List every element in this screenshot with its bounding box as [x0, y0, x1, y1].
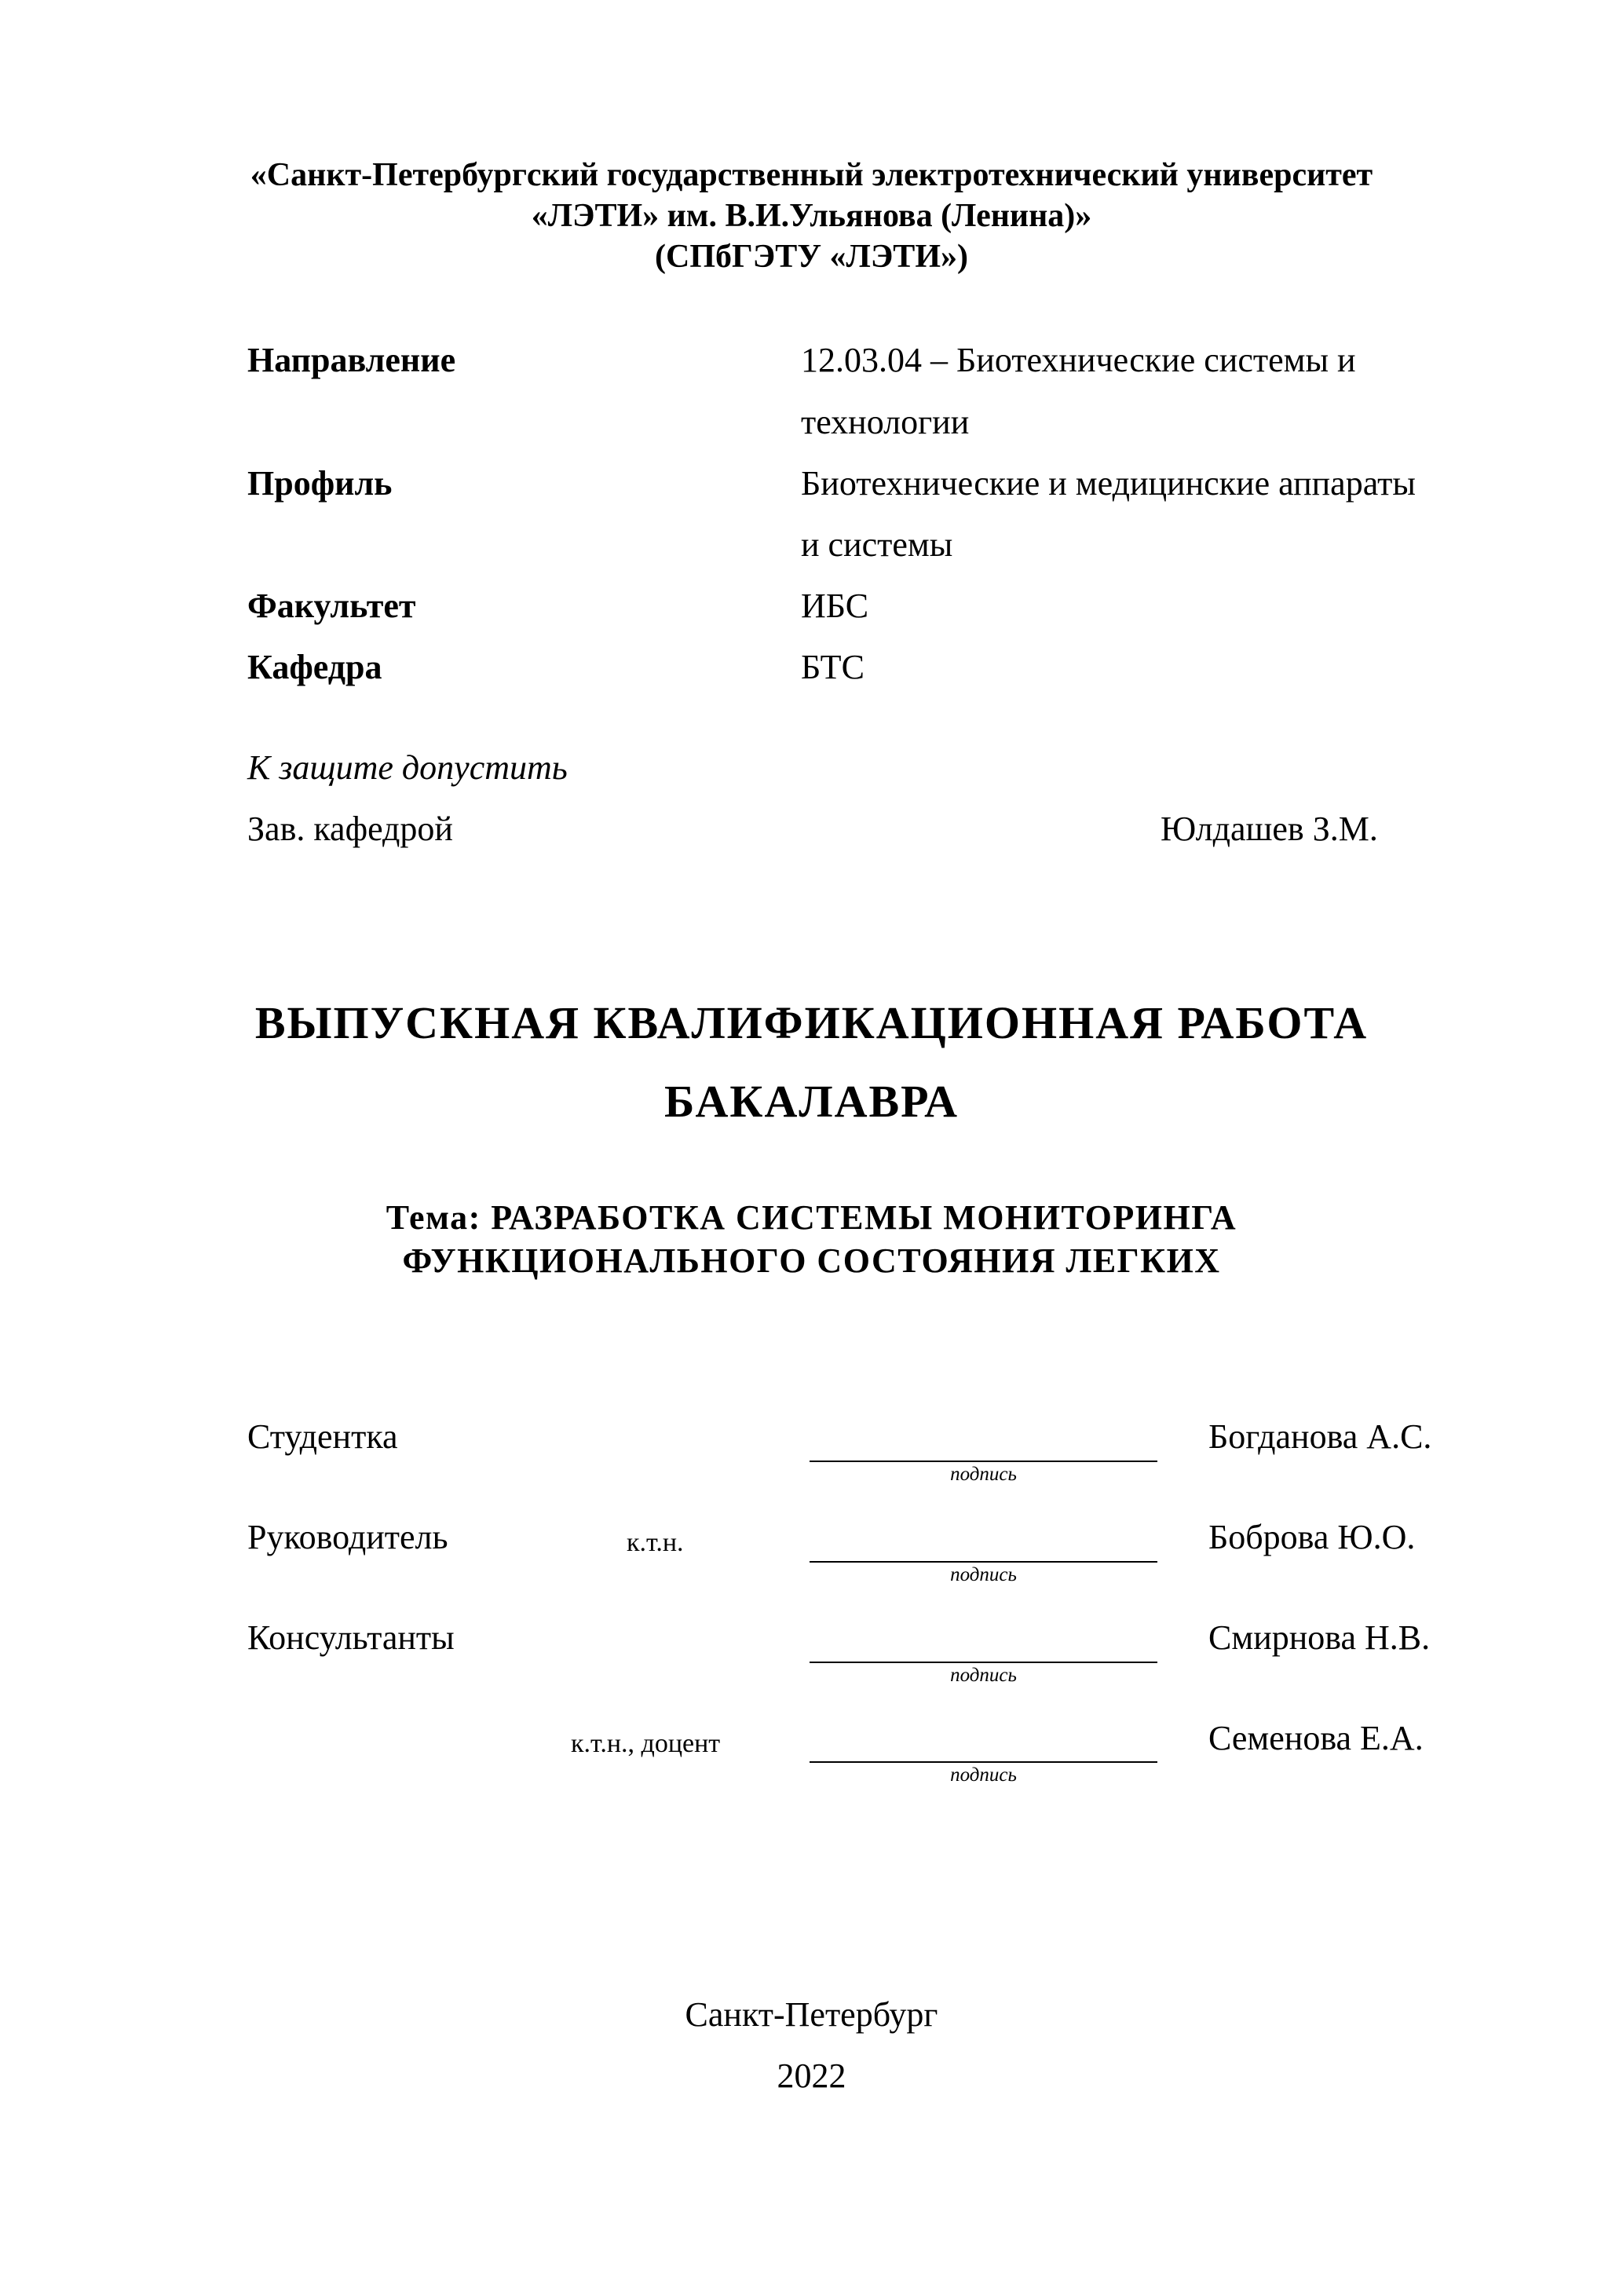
student-role: Студентка: [247, 1417, 398, 1456]
consultant2-signature-line: [810, 1761, 1157, 1763]
supervisor-signature-caption: подпись: [950, 1564, 1017, 1585]
topic-line2: ФУНКЦИОНАЛЬНОГО СОСТОЯНИЯ ЛЕГКИХ: [402, 1241, 1221, 1280]
profile-label: Профиль: [247, 464, 393, 503]
student-signature-line: [810, 1461, 1157, 1462]
direction-value-line2: технологии: [801, 403, 970, 441]
student-name: Богданова А.С.: [1208, 1417, 1432, 1456]
supervisor-name: Боброва Ю.О.: [1208, 1518, 1416, 1556]
faculty-label: Факультет: [247, 587, 416, 625]
university-name-line1: «Санкт-Петербургский государственный электротехнический университет: [250, 157, 1373, 193]
department-value: БТС: [801, 648, 865, 686]
supervisor-role: Руководитель: [247, 1518, 448, 1556]
head-of-department-name: Юлдашев З.М.: [1161, 810, 1378, 848]
supervisor-degree: к.т.н.: [627, 1528, 684, 1557]
consultant2-degree: к.т.н., доцент: [571, 1729, 721, 1758]
admit-to-defense: К защите допустить: [247, 748, 568, 787]
faculty-value: ИБС: [801, 587, 869, 625]
head-of-department-label: Зав. кафедрой: [247, 810, 453, 848]
profile-value-line1: Биотехнические и медицинские аппараты: [801, 464, 1416, 503]
consultants-role: Консультанты: [247, 1618, 455, 1657]
consultant1-signature-caption: подпись: [950, 1665, 1017, 1686]
consultant1-name: Смирнова Н.В.: [1208, 1618, 1431, 1657]
direction-value-line1: 12.03.04 – Биотехнические системы и: [801, 341, 1356, 379]
consultant2-name: Семенова Е.А.: [1208, 1719, 1424, 1757]
direction-label: Направление: [247, 341, 456, 379]
profile-value-line2: и системы: [801, 525, 953, 564]
work-title-line2: БАКАЛАВРА: [663, 1076, 960, 1127]
topic-line1: Тема: РАЗРАБОТКА СИСТЕМЫ МОНИТОРИНГА: [386, 1198, 1237, 1237]
university-name-line2: «ЛЭТИ» им. В.И.Ульянова (Ленина)»: [531, 198, 1092, 234]
consultant1-signature-line: [810, 1662, 1157, 1663]
department-label: Кафедра: [247, 648, 382, 686]
consultant2-signature-caption: подпись: [950, 1764, 1017, 1786]
year: 2022: [777, 2057, 846, 2095]
student-signature-caption: подпись: [950, 1464, 1017, 1485]
supervisor-signature-line: [810, 1561, 1157, 1563]
work-title-line1: ВЫПУСКНАЯ КВАЛИФИКАЦИОННАЯ РАБОТА: [254, 997, 1369, 1048]
city: Санкт-Петербург: [685, 1995, 938, 2034]
university-abbrev: (СПбГЭТУ «ЛЭТИ»): [655, 239, 968, 275]
